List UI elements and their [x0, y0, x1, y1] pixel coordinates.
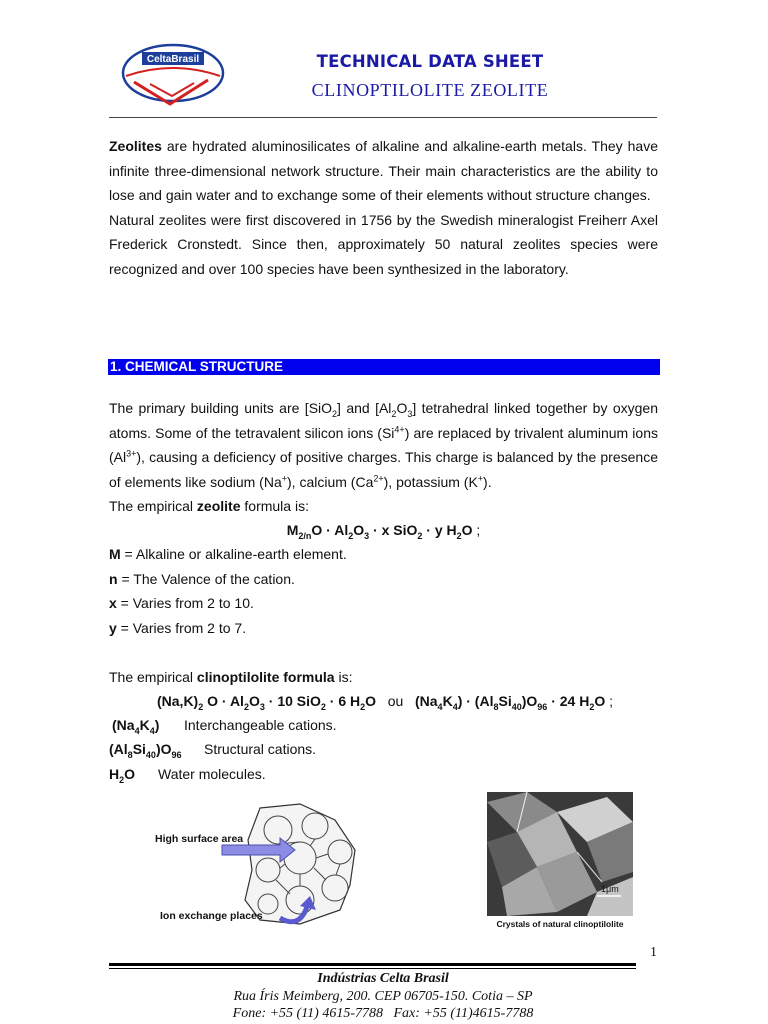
subscript: 2: [348, 530, 354, 541]
chemical-structure-paragraph: [109, 396, 658, 494]
subscript: 3: [407, 408, 413, 419]
footer-contact: Fone: +55 (11) 4615-7788 Fax: +55 (11)4615-7788: [232, 1006, 534, 1021]
formula-part: )O: [521, 693, 538, 709]
text-segment: The empirical: [109, 669, 197, 685]
formula-part: M: [286, 522, 299, 538]
component-row-structural: [109, 740, 182, 758]
page-number: 1: [650, 945, 657, 960]
formula-part: · 6 H: [325, 693, 361, 709]
empirical-zeolite-intro: [109, 497, 309, 515]
component-part: )O: [155, 741, 172, 757]
component-part: Si: [132, 741, 146, 757]
intro-text-1: are hydrated aluminosilicates of alkaline and alkaline-earth metals. They have infinite three-dimensional network structure. Their main characteristics are the ability to lose and gain water and to exchange some of their elements without structure changes.: [109, 138, 658, 203]
formula-part: O · Al: [203, 693, 244, 709]
text-segment: ) are replaced by trivalent aluminum ions (Al: [109, 424, 658, 465]
component-part: ): [154, 717, 160, 733]
formula-part: O: [594, 693, 606, 709]
subscript: 3: [259, 701, 265, 712]
text-segment: ] and [Al: [337, 400, 392, 416]
subscript: 2: [243, 701, 249, 712]
definition-text: = The Valence of the cation.: [117, 571, 295, 587]
text-segment: O: [396, 400, 408, 416]
component-desc: Structural cations.: [204, 741, 317, 757]
text-segment: ).: [483, 473, 492, 490]
subscript: 8: [493, 701, 499, 712]
label-high-surface-area: High surface area: [155, 833, 244, 845]
subscript: 2: [456, 530, 462, 541]
document-subtitle: CLINOPTILOLITE ZEOLITE: [311, 80, 549, 100]
component-part: (Al: [109, 741, 128, 757]
component-part: H: [109, 766, 120, 782]
subscript: 40: [145, 749, 156, 760]
zeolite-structure-diagram: [150, 800, 370, 930]
subscript: 4: [149, 725, 155, 736]
clinoptilolite-formula: [157, 692, 613, 710]
definition-symbol: n: [109, 571, 118, 587]
formula-part: ) · (Al: [457, 693, 494, 709]
component-desc: Water molecules.: [158, 766, 266, 782]
document-title: TECHNICAL DATA SHEET: [316, 52, 544, 71]
text-segment: is:: [334, 669, 353, 685]
formula-part: O · Al: [311, 522, 349, 538]
zeolite-formula: [109, 521, 658, 539]
formula-part: O: [248, 693, 260, 709]
subscript: 2: [391, 408, 397, 419]
superscript: +: [281, 472, 288, 483]
superscript: 3+: [126, 448, 137, 459]
subscript: 2: [119, 774, 125, 785]
formula-end: ;: [472, 522, 481, 538]
component-row-water: [109, 765, 135, 783]
subscript: 8: [127, 749, 133, 760]
component-part: K: [139, 717, 150, 733]
footer-divider-thick: [109, 963, 636, 966]
section-heading-chemical-structure: 1. CHEMICAL STRUCTURE: [108, 359, 660, 375]
subscript: 4: [437, 701, 443, 712]
formula-part: · y H: [422, 522, 457, 538]
superscript: 2+: [373, 472, 384, 483]
formula-connector: ou: [387, 693, 404, 709]
definition-symbol: y: [109, 620, 117, 636]
subscript: 2: [320, 701, 326, 712]
empirical-clinoptilolite-intro: [109, 668, 352, 686]
formula-part: O: [353, 522, 365, 538]
logo-text: CeltaBrasil: [146, 54, 200, 65]
photo-caption: Crystals of natural clinoptilolite: [496, 919, 624, 929]
intro-paragraph-2: Natural zeolites were first discovered in 1756 by the Swedish mineralogist Freiherr Axel Frederick Cronstedt. Since then, approximately 50 natural zeolites species were recognized and over 100 species have been synthesized in the laboratory.: [109, 211, 658, 277]
footer-company: Indústrias Celta Brasil: [317, 971, 449, 986]
text-segment: ] tetrahedral linked together by oxygen atoms. Some of the tetravalent silicon ions (Si: [109, 400, 658, 441]
component-part: (Na: [112, 717, 135, 733]
crystal-photo: [487, 792, 633, 916]
definition-symbol: x: [109, 595, 117, 611]
definition-x: [109, 594, 254, 612]
subscript: 2: [360, 701, 366, 712]
text-segment: The primary building units are [SiO: [109, 400, 333, 416]
subscript: 2/n: [298, 530, 312, 541]
subscript: 4: [452, 701, 458, 712]
subscript: 4: [134, 725, 140, 736]
company-logo: [120, 40, 226, 110]
text-segment: ), potassium (K: [383, 473, 478, 490]
definition-y: [109, 619, 246, 637]
intro-paragraph-1: [109, 134, 658, 208]
superscript: +: [477, 472, 484, 483]
text-segment: The empirical: [109, 498, 197, 514]
subscript: 96: [537, 701, 548, 712]
definition-symbol: M: [109, 546, 121, 562]
definition-text: = Varies from 2 to 7.: [116, 620, 247, 636]
footer-address: Rua Íris Meimberg, 200. CEP 06705-150. Cotia – SP: [233, 989, 533, 1004]
subscript: 40: [511, 701, 522, 712]
formula-part: Si: [498, 693, 512, 709]
text-segment: ), calcium (Ca: [287, 473, 374, 490]
formula-part: O: [461, 522, 473, 538]
definition-text: = Alkaline or alkaline-earth element.: [120, 546, 347, 562]
formula-part: · 10 SiO: [264, 693, 321, 709]
component-part: O: [124, 766, 136, 782]
header-divider: [109, 117, 657, 118]
footer-divider-thin: [109, 968, 636, 969]
definition-text: = Varies from 2 to 10.: [116, 595, 254, 611]
photo-scale-label: 1μm: [601, 884, 619, 894]
term-zeolite: zeolite: [196, 498, 241, 514]
subscript: 3: [364, 530, 370, 541]
subscript: 96: [171, 749, 182, 760]
definition-m: [109, 545, 347, 563]
component-row-interchangeable: [112, 716, 159, 734]
text-segment: ), causing a deficiency of positive charges. This charge is balanced by the presence of elements like sodium (Na: [109, 449, 658, 490]
formula-part: (Na,K): [157, 693, 199, 709]
subscript: 2: [589, 701, 595, 712]
formula-part: · x SiO: [369, 522, 418, 538]
term-zeolites: Zeolites: [109, 138, 162, 154]
intro-section: [109, 134, 658, 281]
formula-part: O: [365, 693, 377, 709]
subscript: 2: [417, 530, 423, 541]
formula-part: · 24 H: [547, 693, 590, 709]
subscript: 2: [198, 701, 204, 712]
formula-end: ;: [605, 693, 614, 709]
formula-part: K: [442, 693, 453, 709]
definition-n: [109, 570, 295, 588]
formula-part: (Na: [414, 693, 438, 709]
label-ion-exchange-places: Ion exchange places: [160, 910, 263, 922]
superscript: 4+: [394, 423, 405, 434]
text-segment: formula is:: [240, 498, 309, 514]
term-clinoptilolite-formula: clinoptilolite formula: [196, 669, 335, 685]
component-desc: Interchangeable cations.: [184, 717, 337, 733]
subscript: 2: [332, 408, 338, 419]
